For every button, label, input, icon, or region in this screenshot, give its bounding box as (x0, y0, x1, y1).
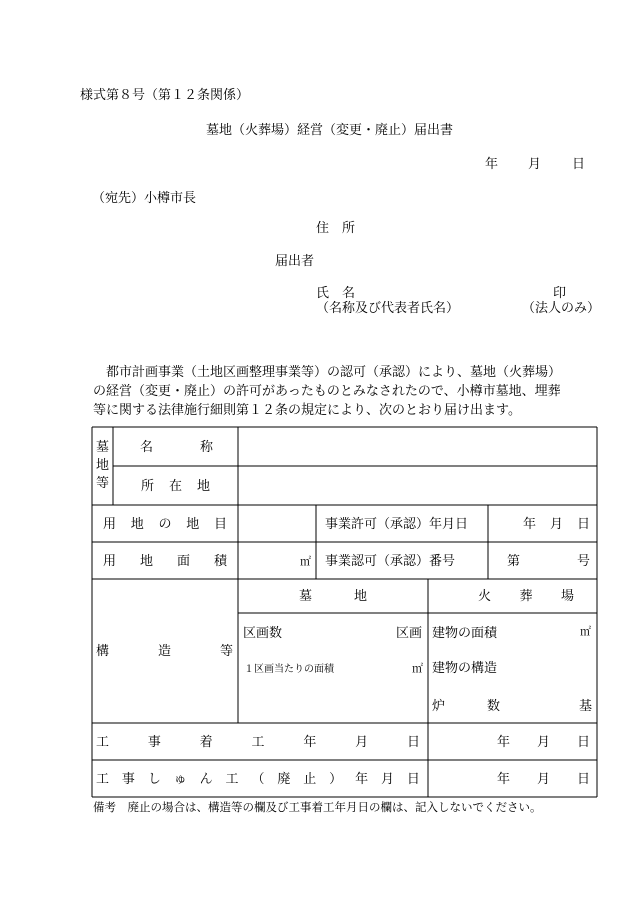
label-char: 名 (140, 440, 154, 455)
label-char: 事 (121, 772, 135, 787)
address-label: 住 所 (316, 221, 356, 236)
label-char: 火 (478, 589, 492, 604)
notifier-label: 届出者 (275, 254, 315, 269)
cemetery-header (299, 590, 367, 603)
date-unit: 月 (536, 772, 550, 787)
label-char: ） (329, 772, 343, 787)
footnote: 備考 廃止の場合は、構造等の欄及び工事着工年月日の欄は、記入しないでください。 (93, 800, 542, 814)
label-char: 所 (141, 479, 155, 494)
plot-count-unit: 区画 (396, 626, 423, 641)
name-input-cell[interactable] (239, 428, 596, 465)
label-char: 葬 (519, 589, 533, 604)
label-char: 工 (96, 772, 110, 787)
construction-end-label (96, 773, 420, 786)
construction-end-value[interactable] (497, 773, 590, 786)
label-char: 積 (213, 554, 227, 569)
label-char: 年 (303, 735, 317, 750)
date-unit: 日 (576, 772, 590, 787)
body-line: 都市計画事業（土地区画整理事業等）の認可（承認）により、墓地（火葬場） (93, 365, 562, 380)
label-char: 工 (225, 772, 239, 787)
label-char: 着 (199, 735, 213, 750)
date-day: 日 (572, 157, 586, 172)
label-char: 構 (96, 644, 110, 659)
seal-label: 印 (553, 286, 567, 301)
cemetery-side-char: 等 (96, 476, 110, 491)
form-number: 様式第８号（第１２条関係） (80, 88, 250, 103)
building-structure-label: 建物の構造 (432, 661, 498, 676)
seal-note: （法人のみ） (522, 301, 601, 316)
body-line: の経営（変更・廃止）の許可があったものとみなされたので、小樽市墓地、埋葬 (93, 384, 561, 399)
plot-area-unit: ㎡ (412, 662, 423, 675)
label-char: 地 (139, 554, 153, 569)
location-input-cell[interactable] (239, 467, 596, 504)
building-area-unit: ㎡ (580, 625, 591, 638)
construction-start-label (96, 736, 420, 749)
name-field-label (140, 441, 213, 454)
label-char: 在 (168, 479, 182, 494)
label-char: 等 (219, 644, 233, 659)
body-paragraph (93, 363, 597, 420)
label-char: 用 (103, 517, 117, 532)
date-unit: 年 (497, 735, 511, 750)
label-char: 面 (176, 554, 190, 569)
date-unit: 日 (576, 517, 590, 532)
label-char: 工 (96, 735, 110, 750)
building-area-label: 建物の面積 (432, 626, 498, 641)
cemetery-side-char: 墓 (96, 440, 110, 455)
land-category-input-cell[interactable] (239, 506, 315, 541)
label-char: 用 (103, 554, 117, 569)
label-char: 炉 (432, 699, 446, 714)
addressee: （宛先）小樽市長 (92, 191, 197, 206)
number-unit: 号 (576, 554, 590, 569)
name-note: （名称及び代表者氏名） (316, 301, 460, 316)
plot-area-label: １区画当たりの面積 (244, 664, 334, 675)
structure-label (96, 645, 233, 658)
label-char: ん (199, 772, 213, 787)
furnace-unit: 基 (579, 699, 593, 714)
permit-date-value[interactable] (523, 518, 590, 531)
permit-date-label: 事業許可（承認）年月日 (325, 517, 469, 532)
label-char: 地 (353, 589, 367, 604)
label-char: 日 (406, 735, 420, 750)
date-unit: 日 (576, 735, 590, 750)
label-char: 造 (157, 644, 171, 659)
document-title: 墓地（火葬場）経営（変更・廃止）届出書 (206, 123, 454, 138)
label-char: 工 (251, 735, 265, 750)
crematorium-header (478, 590, 574, 603)
land-area-label (103, 555, 227, 568)
label-char: 事 (147, 735, 161, 750)
label-char: 月 (355, 735, 369, 750)
cemetery-side-char: 地 (96, 458, 110, 473)
land-category-label (103, 518, 227, 531)
label-char: 地 (130, 517, 144, 532)
permit-number-label: 事業認可（承認）番号 (325, 554, 456, 569)
date-unit: 年 (523, 517, 537, 532)
label-char: 場 (560, 589, 574, 604)
label-char: 目 (213, 517, 227, 532)
label-char: 地 (196, 479, 210, 494)
label-char: （ (251, 772, 265, 787)
label-char: 月 (380, 772, 394, 787)
date-unit: 月 (549, 517, 563, 532)
label-char: 日 (406, 772, 420, 787)
label-char: 廃 (277, 772, 291, 787)
label-char: ゅ (173, 772, 187, 787)
name-label: 氏 名 (316, 286, 356, 301)
number-unit: 第 (507, 554, 521, 569)
label-char: の (158, 517, 172, 532)
furnace-label (432, 700, 500, 713)
date-unit: 月 (536, 735, 550, 750)
label-char: 止 (303, 772, 317, 787)
location-field-label (141, 480, 210, 493)
date-unit: 年 (497, 772, 511, 787)
label-char: 年 (355, 772, 369, 787)
label-char: 称 (199, 440, 213, 455)
label-char: 数 (486, 699, 500, 714)
land-area-unit: ㎡ (300, 555, 311, 568)
body-line: 等に関する法律施行細則第１２条の規定により、次のとおり届け出ます。 (93, 403, 521, 418)
plot-count-label: 区画数 (243, 626, 283, 641)
label-char: 墓 (299, 589, 313, 604)
date-month: 月 (528, 157, 542, 172)
construction-start-value[interactable] (497, 736, 590, 749)
label-char: し (147, 772, 161, 787)
label-char: 地 (186, 517, 200, 532)
permit-number-value[interactable] (507, 555, 590, 568)
date-year: 年 (485, 157, 499, 172)
